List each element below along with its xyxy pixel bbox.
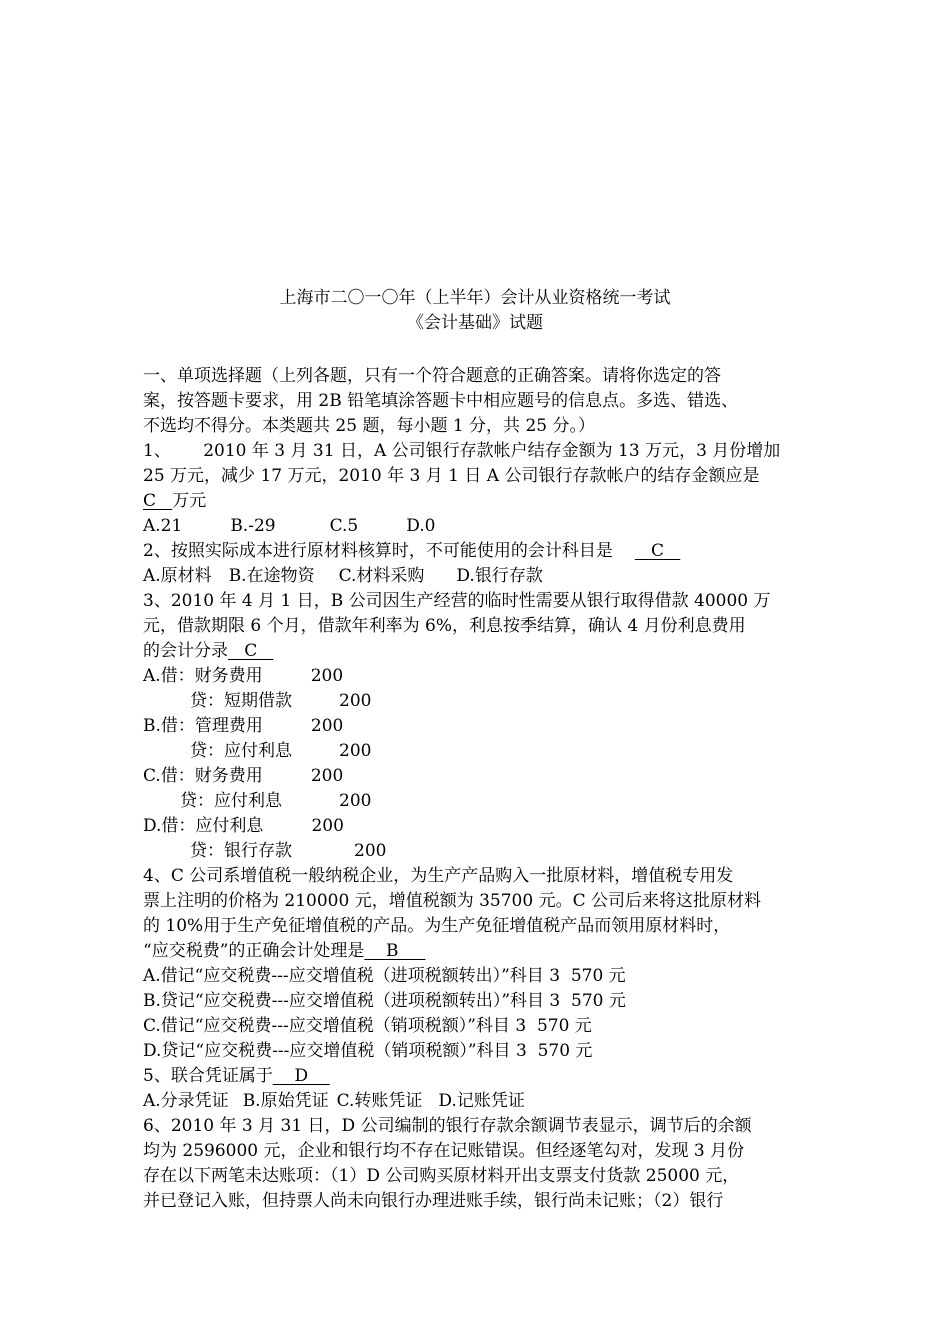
option: A.分录凭证 <box>143 1091 229 1111</box>
question-4-answer: B <box>364 941 426 961</box>
entry-account: D.借：应付利息 <box>143 816 264 836</box>
question-4-option-a: A.借记“应交税费---应交增值税（进项税额转出）”科目 3 570 元 <box>143 966 626 986</box>
question-5-stem-line <box>143 1064 330 1088</box>
option-a-credit <box>190 689 371 713</box>
question-3-stem-end <box>143 639 273 663</box>
option-a-debit <box>143 664 343 688</box>
option: D.记账凭证 <box>438 1091 525 1111</box>
section-intro-line: 案，按答题卡要求，用 2B 铅笔填涂答题卡中相应题号的信息点。多选、错选、 <box>143 391 739 411</box>
option-b-debit <box>143 714 343 738</box>
question-1-options <box>143 514 435 538</box>
question-2-stem-line <box>143 539 680 563</box>
question-3-stem-text: 的会计分录 <box>143 641 228 661</box>
option-d-debit <box>143 814 344 838</box>
question-6-line: 6、2010 年 3 月 31 日，D 公司编制的银行存款余额调节表显示，调节后的余额 <box>143 1116 752 1136</box>
question-2-options <box>143 564 543 588</box>
option: B.原始凭证 <box>242 1091 329 1111</box>
entry-amount: 200 <box>310 766 344 786</box>
question-4-option-c: C.借记“应交税费---应交增值税（销项税额）”科目 3 570 元 <box>143 1016 592 1036</box>
question-1-line: 25 万元，减少 17 万元，2010 年 3 月 1 日 A 公司银行存款帐户的结存金额应是 <box>143 466 760 486</box>
question-4-option-b: B.贷记“应交税费---应交增值税（进项税额转出）”科目 3 570 元 <box>143 991 626 1011</box>
entry-amount: 200 <box>339 691 372 711</box>
question-6-line: 均为 2596000 元，企业和银行均不存在记账错误。但经逐笔勾对，发现 3 月份 <box>143 1141 745 1161</box>
entry-account: A.借：财务费用 <box>143 666 263 686</box>
entry-amount: 200 <box>311 816 344 836</box>
question-1-line: 1、 2010 年 3 月 31 日，A 公司银行存款帐户结存金额为 13 万元，3 月份增加 <box>143 441 781 461</box>
option-c-credit <box>180 789 371 813</box>
question-3-line: 元，借款期限 6 个月，借款年利率为 6%，利息按季结算，确认 4 月份利息费用 <box>143 616 746 636</box>
question-1-answer-line <box>143 489 206 513</box>
question-5-answer: D <box>272 1066 330 1086</box>
question-2-answer: C <box>634 541 681 561</box>
entry-amount: 200 <box>339 741 372 761</box>
option: C.材料采购 <box>338 566 425 586</box>
question-1-answer: C <box>143 491 173 511</box>
entry-amount: 200 <box>310 716 344 736</box>
section-intro-line: 不选均不得分。本类题共 25 题，每小题 1 分，共 25 分。） <box>143 416 596 436</box>
entry-amount: 200 <box>310 666 344 686</box>
question-6-line: 存在以下两笔未达账项：（1）D 公司购买原材料开出支票支付货款 25000 元， <box>143 1166 740 1186</box>
question-5-options <box>143 1089 525 1113</box>
option-c-debit <box>143 764 343 788</box>
question-4-line: 4、C 公司系增值税一般纳税企业，为生产产品购入一批原材料，增值税专用发 <box>143 866 734 886</box>
question-5-stem: 5、联合凭证属于 <box>143 1066 273 1086</box>
option: A.原材料 <box>143 566 212 586</box>
entry-account: 贷：银行存款 <box>190 841 292 861</box>
entry-account: 贷：短期借款 <box>190 691 292 711</box>
option: B.在途物资 <box>228 566 315 586</box>
entry-account: 贷：应付利息 <box>190 741 292 761</box>
question-3-line: 3、2010 年 4 月 1 日，B 公司因生产经营的临时性需要从银行取得借款 40000 万 <box>143 591 771 611</box>
question-6-line: 并已登记入账，但持票人尚未向银行办理进账手续，银行尚未记账；（2）银行 <box>143 1191 724 1211</box>
question-3-answer: C <box>228 641 274 661</box>
option: C.5 <box>329 516 359 536</box>
exam-title: 上海市二〇一〇年（上半年）会计从业资格统一考试 <box>279 288 671 308</box>
question-4-stem-end <box>143 939 426 963</box>
question-1-answer-suffix: 万元 <box>172 491 207 511</box>
option: C.转账凭证 <box>336 1091 423 1111</box>
section-intro-line: 一、单项选择题（上列各题，只有一个符合题意的正确答案。请将你选定的答 <box>143 366 721 386</box>
entry-amount: 200 <box>354 841 387 861</box>
option: D.银行存款 <box>456 566 543 586</box>
option-b-credit <box>190 739 371 763</box>
question-4-option-d: D.贷记“应交税费---应交增值税（销项税额）”科目 3 570 元 <box>143 1041 593 1061</box>
option-d-credit <box>190 839 386 863</box>
entry-account: C.借：财务费用 <box>143 766 263 786</box>
entry-account: 贷：应付利息 <box>180 791 282 811</box>
option: D.0 <box>406 516 436 536</box>
question-4-line: 的 10%用于生产免征增值税的产品。为生产免征增值税产品而领用原材料时， <box>143 916 731 936</box>
entry-account: B.借：管理费用 <box>143 716 263 736</box>
option: B.-29 <box>230 516 276 536</box>
question-2-stem: 2、按照实际成本进行原材料核算时，不可能使用的会计科目是 <box>143 541 613 561</box>
question-4-stem-text: “应交税费”的正确会计处理是 <box>143 941 365 961</box>
option: A.21 <box>143 516 183 536</box>
entry-amount: 200 <box>339 791 372 811</box>
exam-subtitle: 《会计基础》试题 <box>407 313 543 333</box>
question-4-line: 票上注明的价格为 210000 元，增值税额为 35700 元。C 公司后来将这批原材料 <box>143 891 762 911</box>
